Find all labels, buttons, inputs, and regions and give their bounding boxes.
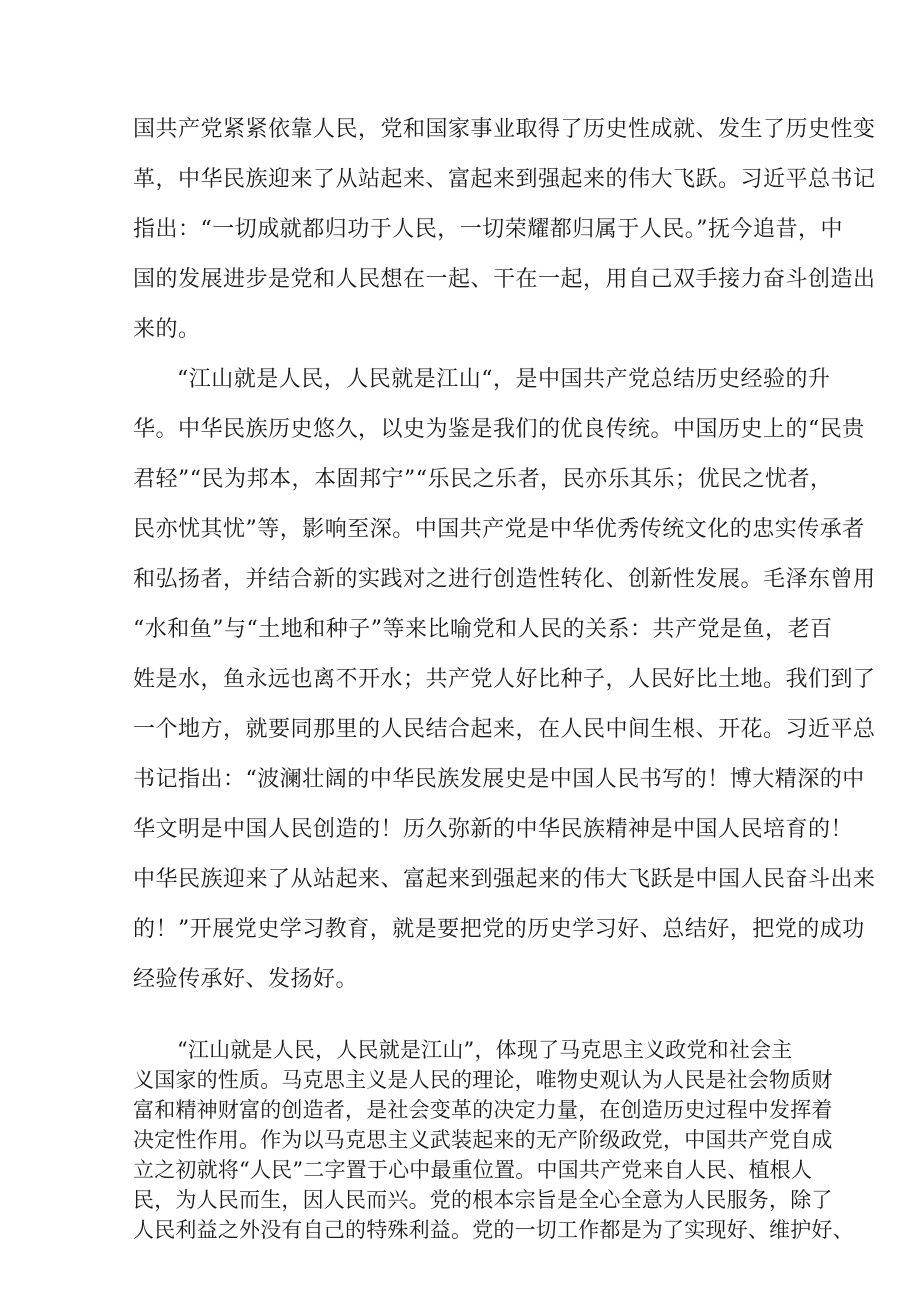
paragraph-2-line-8: 一个地方，就要同那里的人民结合起来，在人民中间生根、开花。习近平总 — [133, 717, 876, 742]
paragraph-3-line-7: 人民利益之外没有自己的特殊利益。党的一切工作都是为了实现好、维护好、 — [133, 1218, 854, 1242]
paragraph-2-line-1: “江山就是人民，人民就是江山“，是中国共产党总结历史经验的升 — [177, 367, 831, 392]
paragraph-1-line-3: 指出：“一切成就都归功于人民，一切荣耀都归属于人民。”抚今追昔，中 — [133, 217, 843, 242]
paragraph-3-line-3: 富和精神财富的创造者，是社会变革的决定力量，在创造历史过程中发挥着 — [133, 1098, 833, 1122]
paragraph-2-line-5: 和弘扬者，并结合新的实践对之进行创造性转化、创新性发展。毛泽东曾用 — [133, 567, 876, 592]
paragraph-1-line-2: 革，中华民族迎来了从站起来、富起来到强起来的伟大飞跃。习近平总书记 — [133, 167, 876, 192]
paragraph-2-line-11: 中华民族迎来了从站起来、富起来到强起来的伟大飞跃是中国人民奋斗出来 — [133, 867, 876, 892]
paragraph-2-line-12: 的！”开展党史学习教育，就是要把党的历史学习好、总结好，把党的成功 — [133, 917, 865, 942]
paragraph-1-line-5: 来的。 — [133, 317, 201, 342]
paragraph-3-line-6: 民，为人民而生，因人民而兴。党的根本宗旨是全心全意为人民服务，除了 — [133, 1188, 833, 1212]
paragraph-2-line-9: 书记指出：“波澜壮阔的中华民族发展史是中国人民书写的！博大精深的中 — [133, 767, 865, 792]
paragraph-2-line-10: 华文明是中国人民创造的！历久弥新的中华民族精神是中国人民培育的！ — [133, 817, 854, 842]
paragraph-2-line-3: 君轻”“民为邦本，本固邦宁”“乐民之乐者，民亦乐其乐；优民之忧者， — [133, 467, 833, 492]
paragraph-2-line-6: “水和鱼”与“土地和种子”等来比喻党和人民的关系：共产党是鱼，老百 — [133, 617, 833, 642]
paragraph-1-line-4: 国的发展进步是党和人民想在一起、干在一起，用自己双手接力奋斗创造出 — [133, 267, 876, 292]
paragraph-2-line-13: 经验传承好、发扬好。 — [133, 967, 359, 992]
paragraph-3-line-4: 决定性作用。作为以马克思主义武装起来的无产阶级政党，中国共产党自成 — [133, 1128, 833, 1152]
paragraph-2-line-7: 姓是水，鱼永远也离不开水；共产党人好比种子，人民好比土地。我们到了 — [133, 667, 876, 692]
paragraph-3-line-2: 义国家的性质。马克思主义是人民的理论，唯物史观认为人民是社会物质财 — [133, 1068, 833, 1092]
paragraph-2-line-4: 民亦忧其忧”等，影响至深。中国共产党是中华优秀传统文化的忠实传承者 — [133, 517, 865, 542]
paragraph-1-line-1: 国共产党紧紧依靠人民，党和国家事业取得了历史性成就、发生了历史性变 — [133, 117, 876, 142]
paragraph-3-line-1: “江山就是人民，人民就是江山”，体现了马克思主义政党和社会主 — [177, 1038, 793, 1062]
paragraph-2-line-2: 华。中华民族历史悠久，以史为鉴是我们的优良传统。中国历史上的“民贵 — [133, 417, 865, 442]
paragraph-3-line-5: 立之初就将“人民”二字置于心中最重位置。中国共产党来自人民、植根人 — [133, 1158, 813, 1182]
